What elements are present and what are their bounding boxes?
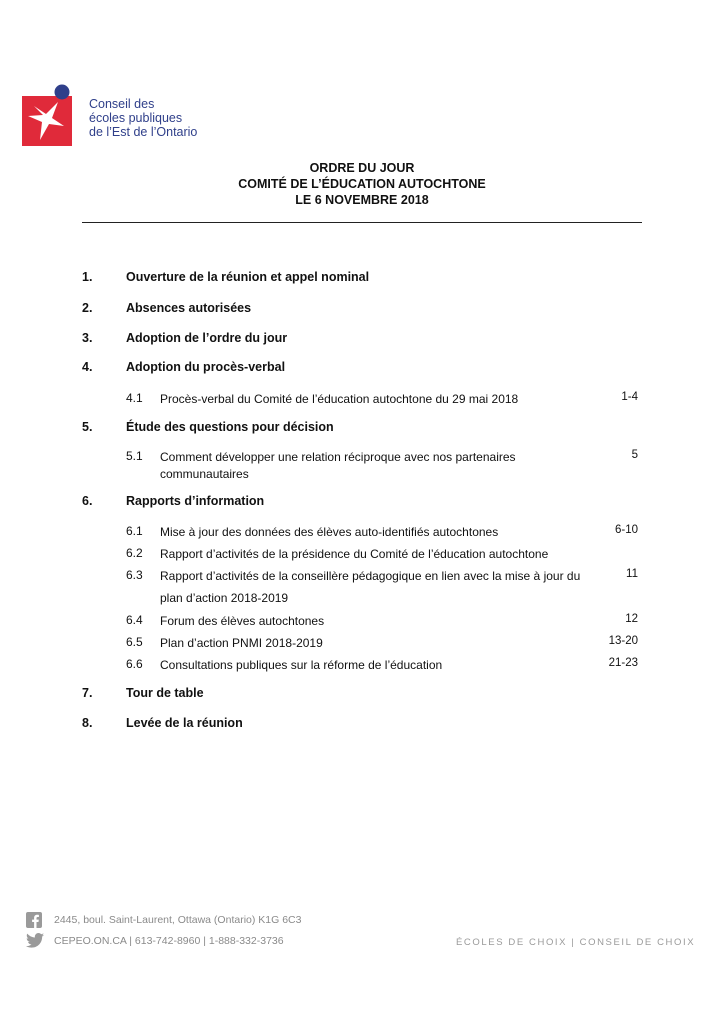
subitem-number: 6.5 [126, 635, 143, 649]
twitter-icon[interactable] [26, 933, 44, 948]
logo-line-3: de l’Est de l’Ontario [89, 125, 198, 139]
facebook-icon[interactable] [26, 912, 42, 928]
subitem-label: Plan d’action PNMI 2018-2019 [160, 636, 323, 650]
cepeo-logo [22, 84, 222, 154]
agenda-item-number: 3. [82, 331, 93, 345]
subitem-label: Procès-verbal du Comité de l’éducation autochtone du 29 mai 2018 [160, 392, 519, 406]
subitem-number: 6.3 [126, 568, 143, 582]
subitem-page: 6-10 [614, 524, 638, 536]
page-footer [26, 914, 706, 954]
subitem-number: 6.4 [126, 613, 143, 627]
cepeo-star-logo-icon [22, 84, 84, 148]
subitem-label: Rapport d’activités de la conseillère pédagogique en lien avec la mise à jour du plan d’action 2018-2019 [160, 569, 581, 605]
subitem-page: 12 [625, 613, 638, 625]
subitem-page: 1-4 [621, 391, 638, 403]
agenda-item-label: Absences autorisées [126, 301, 252, 315]
title-divider [82, 222, 642, 223]
subitem-label: Consultations publiques sur la réforme de l’éducation [160, 658, 443, 672]
footer-address: 2445, boul. Saint-Laurent, Ottawa (Ontario) K1G 6C3 [54, 914, 302, 926]
logo-line-1: Conseil des [89, 97, 155, 111]
agenda-item-number: 5. [82, 420, 93, 434]
subitem-number: 6.6 [126, 657, 143, 671]
agenda-item-label: Adoption de l’ordre du jour [126, 331, 288, 345]
agenda-item-number: 6. [82, 494, 93, 508]
subitem-number: 4.1 [126, 391, 143, 405]
agenda-item-label: Tour de table [126, 686, 204, 700]
agenda-item-number: 2. [82, 301, 93, 315]
agenda-item-label: Rapports d’information [126, 494, 265, 508]
footer-tagline: ÉCOLES DE CHOIX | CONSEIL DE CHOIX [456, 937, 696, 948]
agenda-item-number: 4. [82, 360, 93, 374]
subitem-number: 5.1 [126, 449, 143, 463]
subitem-page: 5 [631, 449, 638, 461]
subitem-label: Mise à jour des données des élèves auto-identifiés autochtones [160, 525, 499, 539]
agenda-item-number: 8. [82, 716, 93, 730]
agenda-item-number: 7. [82, 686, 93, 700]
agenda-item-label: Étude des questions pour décision [126, 420, 334, 434]
agenda-item-label: Levée de la réunion [126, 716, 243, 730]
logo-line-2: écoles publiques [89, 111, 183, 125]
subitem-label: Rapport d’activités de la présidence du Comité de l’éducation autochtone [160, 547, 549, 561]
subitem-number: 6.1 [126, 524, 143, 538]
subitem-label: Forum des élèves autochtones [160, 614, 325, 628]
agenda-item-label: Adoption du procès-verbal [126, 360, 286, 374]
document-title [0, 160, 724, 208]
title-line-2: COMITÉ DE L’ÉDUCATION AUTOCHTONE [238, 177, 486, 191]
subitem-number: 6.2 [126, 546, 143, 560]
title-line-1: ORDRE DU JOUR [309, 161, 415, 175]
subitem-page: 11 [626, 568, 638, 580]
title-line-3: LE 6 NOVEMBRE 2018 [295, 193, 429, 207]
subitem-page: 13-20 [608, 635, 638, 647]
logo-wordmark [89, 97, 197, 139]
subitem-label: Comment développer une relation réciproque avec nos partenaires communautaires [160, 450, 516, 481]
agenda-item-label: Ouverture de la réunion et appel nominal [126, 270, 370, 284]
footer-contact: CEPEO.ON.CA | 613-742-8960 | 1-888-332-3736 [54, 935, 284, 947]
subitem-page: 21-23 [608, 657, 638, 669]
agenda-item-number: 1. [82, 270, 93, 284]
